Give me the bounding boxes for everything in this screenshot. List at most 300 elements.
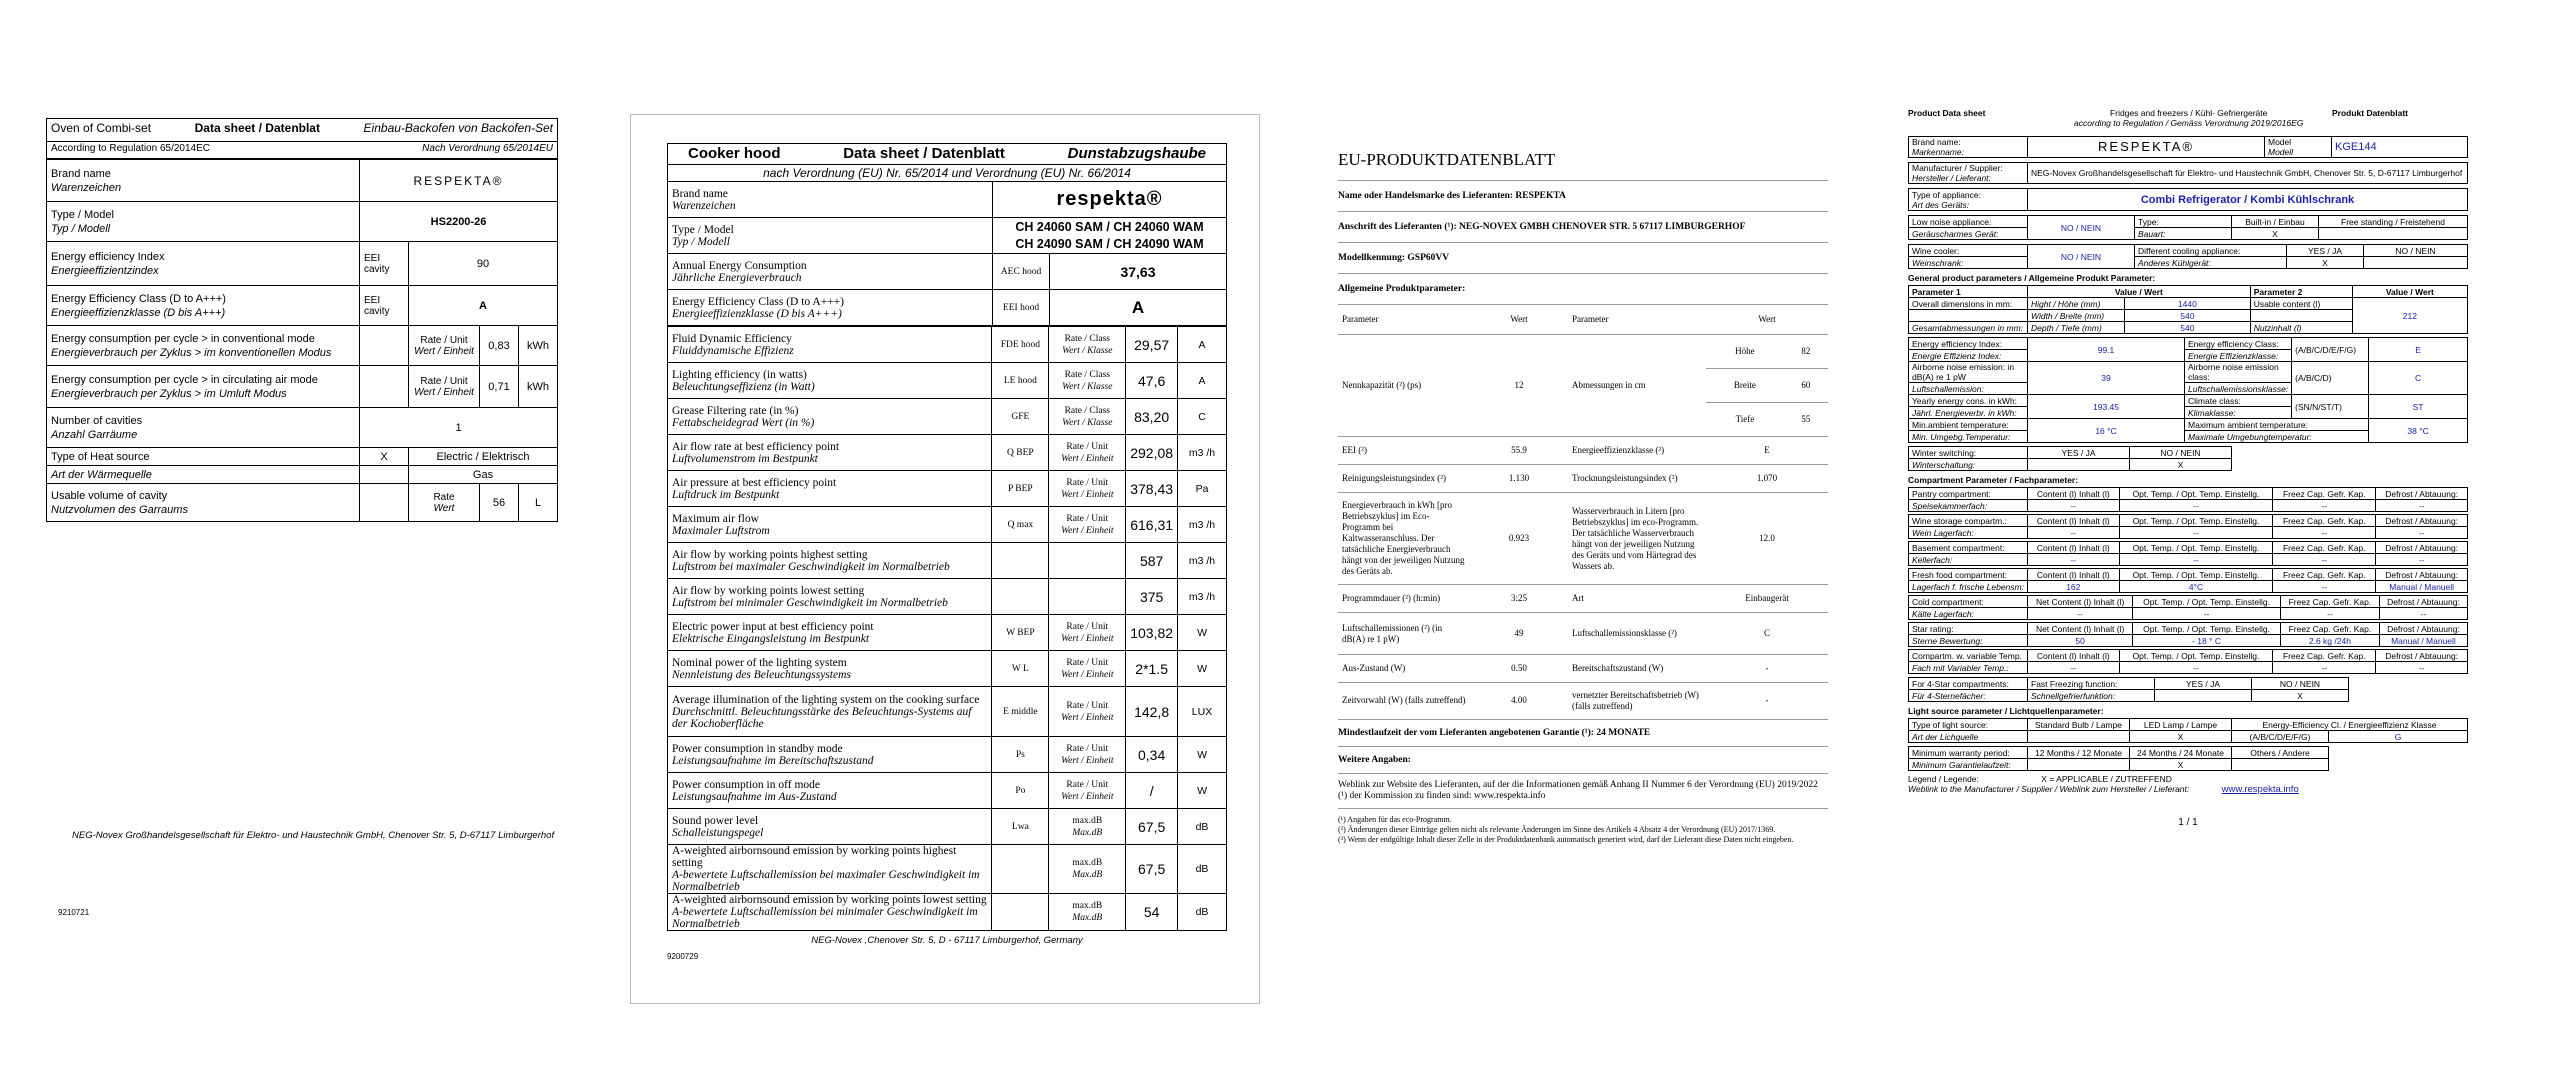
value-cell: 37,63 [1050, 254, 1227, 290]
dim-value: 540 [2125, 310, 2251, 322]
row-label-en: Lighting efficiency (in watts) [672, 368, 807, 381]
value-cell: 587 [1126, 543, 1178, 579]
compartment-col-header: Content (l) Inhalt (l) [2028, 515, 2120, 527]
yes-option: YES / JA [2155, 678, 2252, 690]
row-label-en: Nominal power of the lighting system [672, 656, 847, 669]
unit-cell: m3 /h [1178, 435, 1227, 471]
rate-label: Rate / Unit [1066, 743, 1109, 754]
compartment-col-header: Opt. Temp. / Opt. Temp. Einstellg. [2133, 623, 2281, 635]
value-cell: 0,34 [1126, 737, 1178, 773]
table-row [1909, 554, 2468, 566]
table-row [668, 399, 1227, 435]
rate-label: Rate / Unit [1066, 513, 1109, 524]
oven-title-right: Einbau-Backofen von Backofen-Set [363, 121, 553, 135]
row-label-de: Maximaler Luftstrom [672, 524, 770, 537]
col-header: Parameter [1568, 305, 1706, 335]
symbol-cell: W BEP [992, 615, 1049, 651]
unit-cell: dB [1178, 845, 1227, 894]
row-label-en: Usable volume of cavity [51, 489, 168, 502]
value-cell: 616,31 [1126, 507, 1178, 543]
warranty-option: 12 Months / 12 Monate [2028, 747, 2130, 759]
row-label-de: Anderes Kühlgerät: [2135, 257, 2287, 269]
row-label-de: Minimum Garantielaufzeit: [1909, 759, 2028, 771]
symbol-cell: FDE hood [992, 327, 1049, 363]
rate-label: Rate / Unit [1066, 657, 1109, 668]
row-label-en: Pantry compartment: [1909, 488, 2028, 500]
heat-mark: X [360, 448, 409, 466]
no-option: NO / NEIN [2130, 447, 2232, 459]
fridge-4star [1908, 677, 2468, 702]
table-row [1909, 459, 2468, 471]
rate-label: Rate / Unit [1066, 477, 1109, 488]
rate-label-de: Wert / Einheit [1061, 791, 1114, 802]
footnote: (²) Änderungen dieser Einträge gelten nicht als relevante Änderungen im Sinne des Artikels 4 Absatz 4 der Verordnung (EU) 2017/1369. [1338, 824, 1776, 834]
rate-label-de: Wert / Einheit [1061, 453, 1114, 464]
compartment-table [1908, 622, 2468, 647]
compartment-table [1908, 541, 2468, 566]
table-row [1338, 305, 1828, 335]
row-label-de: Winterschaltung: [1909, 459, 2028, 471]
row-label-en: Compartm. w. variable Temp. [1909, 650, 2028, 662]
row-label-en: Air flow by working points lowest setting [672, 584, 865, 597]
page-number: 1 / 1 [2178, 817, 2198, 828]
rate-label: Rate / Unit [1066, 779, 1109, 790]
no-option: NO / NEIN [2364, 245, 2468, 257]
param-value: 16 °C [2028, 419, 2185, 443]
row-label-en: Wine storage compartm.: [1909, 515, 2028, 527]
rate-label: Rate / Unit [1066, 441, 1109, 452]
row-label-en: Electric power input at best efficiency point [672, 620, 874, 633]
dims-label: Abmessungen in cm [1568, 335, 1706, 437]
table-row [1909, 650, 2468, 662]
compartment-col-header: Defrost / Abtauung: [2379, 596, 2467, 608]
light-class-label: Energy-Efficiency Cl. / Energieeffizienz Klasse [2232, 719, 2468, 731]
row-label-en: Min.ambient temperature: [1909, 419, 2028, 431]
param-value: 1.070 [1706, 465, 1828, 493]
row-label-de: Beleuchtungseffizienz (in Watt) [672, 380, 815, 393]
fridge-general-table [1908, 285, 2468, 334]
footnote: (³) Wenn der endgültige Inhalt dieser Zelle in der Produktdatenbank automatisch generiert wird, darf der Lieferant diese Daten nicht eingeben. [1338, 834, 1794, 844]
table-row [1909, 581, 2468, 593]
rate-label: max.dB [1072, 901, 1103, 911]
general-heading: General product parameters / Allgemeine Produkt Parameter: [1908, 273, 2156, 283]
table-row [47, 242, 558, 286]
table-row [668, 435, 1227, 471]
compartment-col-header: Content (l) Inhalt (l) [2028, 488, 2120, 500]
symbol-cell: Q max [992, 507, 1049, 543]
unit-cell: W [1178, 773, 1227, 809]
compartment-value: -- [2028, 527, 2120, 539]
brand-logo: RESPEKTA® [360, 160, 558, 202]
compartment-value: -- [2376, 662, 2468, 674]
row-label-en: Type of light source: [1909, 719, 2028, 731]
row-label-de: Luftschallemission: [1909, 383, 2028, 395]
row-label-de: Warenzeichen [672, 199, 736, 212]
table-row [1338, 585, 1828, 613]
compartment-col-header: Net Content (l) Inhalt (l) [2028, 596, 2133, 608]
dim-key: Depth / Tiefe (mm) [2028, 322, 2125, 334]
compartment-col-header: Opt. Temp. / Opt. Temp. Einstellg. [2119, 650, 2273, 662]
unit-cell: Pa [1178, 471, 1227, 507]
compartment-value: -- [2376, 527, 2468, 539]
param-value: 99.1 [2028, 338, 2185, 362]
yes-option: YES / JA [2028, 447, 2130, 459]
row-label-de: Luftschallemissionsklasse: [2185, 383, 2292, 395]
col-header: Parameter 2 [2250, 286, 2352, 298]
symbol-cell: AEC hood [993, 254, 1050, 290]
compartment-value: -- [2028, 608, 2133, 620]
param-label: Energieverbrauch in kWh [pro Betriebszyklus] im Eco-Programm bei Kaltwasseranschluss. Der tatsächliche Energieverbrauch hängt von der jeweiligen Nutzung des Geräts ab. [1338, 493, 1470, 585]
row-label-en: Sound power level [672, 814, 759, 827]
compartment-value: -- [2379, 608, 2467, 620]
row-label-en: For 4-Star compartments: [1909, 678, 2028, 690]
row-label-de: Energieverbrauch per Zyklus > im Umluft Modus [51, 387, 287, 400]
col-header: Wert [1706, 305, 1828, 335]
row-label-de: Durchschnittl. Beleuchtungsstärke des Beleuchtungs-Systems auf der Kochoberfläche [672, 705, 972, 730]
unit-cell: W [1178, 615, 1227, 651]
dim-value: 540 [2125, 322, 2251, 334]
unit-cell: kWh [519, 366, 558, 408]
rate-label: max.dB [1072, 815, 1103, 826]
table-row [1909, 338, 2468, 350]
compartment-value: -- [2119, 662, 2273, 674]
row-label-en: Type / Model [51, 208, 114, 221]
unit-cell: A [1178, 327, 1227, 363]
param-value: 55.9 [1470, 437, 1568, 465]
table-row [1909, 747, 2468, 759]
table-row [1909, 286, 2468, 298]
weblink-label: Weblink to the Manufacturer / Supplier / Weblink zum Hersteller / Lieferant: [1908, 784, 2190, 794]
row-label-en: Airborne noise emission: in dB(A) re 1 pW [1909, 362, 2028, 383]
table-row [668, 809, 1227, 845]
value-cell: 56 [480, 484, 519, 522]
table-row [668, 327, 1227, 363]
fridge-pairs-table [1908, 337, 2468, 443]
hood-title-left: Cooker hood [688, 145, 781, 162]
row-label-de: Schnellgefrierfunktion: [2028, 690, 2155, 702]
compartment-col-header: Content (l) Inhalt (l) [2028, 542, 2120, 554]
table-row [1909, 527, 2468, 539]
legend [1908, 774, 2468, 784]
capacity-value: 12 [1470, 335, 1568, 437]
param-value: - [1706, 683, 1828, 719]
table-row [1909, 719, 2468, 731]
value-cell: 0,83 [480, 326, 519, 366]
no-mark: X [2130, 459, 2232, 471]
hood-title-right: Dunstabzugshaube [1067, 145, 1206, 162]
row-label-en: Average illumination of the lighting system on the cooking surface [672, 693, 980, 706]
row-label-de: Art des Geräts: [1912, 199, 1970, 210]
col-header: Parameter 1 [1909, 286, 2028, 298]
symbol-cell [992, 894, 1049, 931]
compartment-value: -- [2376, 500, 2468, 512]
symbol-cell: GFE [992, 399, 1049, 435]
hood-datasheet [630, 114, 1260, 1004]
compartment-col-header: Defrost / Abtauung: [2379, 623, 2467, 635]
table-row [1909, 635, 2468, 647]
warranty-option: Others / Andere [2232, 747, 2329, 759]
row-label-en: Energy Efficiency Class (D to A+++) [51, 292, 226, 305]
hood-regulation: nach Verordnung (EU) Nr. 65/2014 und Verordnung (EU) Nr. 66/2014 [667, 164, 1227, 181]
unit-cell: dB [1178, 894, 1227, 931]
rate-label-de: Wert / Einheit [1061, 712, 1114, 723]
compartment-value: -- [2273, 581, 2376, 593]
unit-cell: LUX [1178, 687, 1227, 737]
row-label-de: Energie Effizienz Index: [1909, 350, 2028, 362]
compartment-col-header: Opt. Temp. / Opt. Temp. Einstellg. [2133, 596, 2281, 608]
row-label-de: Typ / Modell [672, 235, 730, 248]
hood-footer: NEG-Novex ,Chenover Str. 5, D - 67117 Limburgerhof, Germany [811, 935, 1083, 946]
table-row [1909, 759, 2468, 771]
compartment-col-header: Freez Cap. Gefr. Kap. [2273, 488, 2376, 500]
compartment-col-header: Freez Cap. Gefr. Kap. [2273, 650, 2376, 662]
rate-label-de: Max.dB [1072, 913, 1103, 923]
row-label-en: Maximum ambient temperature: [2185, 419, 2369, 431]
value-cell: 378,43 [1126, 471, 1178, 507]
col-header: Parameter [1338, 305, 1470, 335]
compartment-value: -- [2280, 608, 2379, 620]
row-label-en: Power consumption in off mode [672, 778, 820, 791]
param-label: Aus-Zustand (W) [1338, 655, 1470, 683]
row-label-de: Bauart: [2135, 228, 2232, 240]
table-row [1909, 257, 2468, 269]
unit-cell: W [1178, 651, 1227, 687]
row-label-de: Typ / Modell [51, 222, 111, 235]
row-label-de: Hersteller / Lieferant: [1912, 173, 1991, 183]
row-label-de: Für 4-Sternefächer: [1909, 690, 2028, 702]
row-label-en: Type of Heat source [47, 448, 360, 466]
param-label: vernetzter Bereitschaftsbetrieb (W) (falls zutreffend) [1568, 683, 1706, 719]
model-value: HS2200-26 [360, 202, 558, 242]
lownoise-value: NO / NEIN [2028, 216, 2135, 240]
symbol-cell [992, 579, 1049, 615]
unit-cell: m3 /h [1178, 507, 1227, 543]
symbol-cell: Lwa [992, 809, 1049, 845]
value-cell: 103,82 [1126, 615, 1178, 651]
hood-rows-table [667, 326, 1227, 931]
compartment-value: 50 [2028, 635, 2133, 647]
table-row [1909, 662, 2468, 674]
row-label-en: Airborne noise emission class: [2185, 362, 2292, 383]
table-row [1338, 493, 1828, 585]
row-label-de: Art der Wärmequelle [47, 466, 360, 484]
compartment-col-header: Defrost / Abtauung: [2376, 542, 2468, 554]
rate-label: Rate / Class [1064, 369, 1110, 380]
compartment-value: -- [2119, 527, 2273, 539]
fridge-manufacturer [1908, 162, 2468, 184]
row-label-en: Air flow rate at best efficiency point [672, 440, 840, 453]
table-row [1909, 137, 2468, 158]
param-value: 38 °C [2369, 419, 2468, 443]
row-label-de: A-bewertete Luftschallemission bei maximaler Geschwindigkeit im Normalbetrieb [672, 869, 980, 893]
rate-label-de: Wert / Klasse [1062, 381, 1113, 392]
oven-title-mid: Data sheet / Datenblat [194, 121, 320, 135]
further-heading: Weitere Angaben: [1338, 746, 1828, 773]
light-mark: X [2130, 731, 2232, 743]
capacity-label: Nennkapazität (²) (ps) [1338, 335, 1470, 437]
row-label-de: Nennleistung des Beleuchtungssystems [672, 668, 851, 681]
footnote: (¹) Angaben für das eco-Programm. [1338, 814, 1452, 824]
table-row [1909, 678, 2468, 690]
row-label-en: A-weighted airbornsound emission by working points lowest setting [672, 894, 987, 906]
value-cell: 67,5 [1126, 809, 1178, 845]
scale-label: (SN/N/ST/T) [2292, 395, 2369, 419]
eu-param-table [1338, 304, 1828, 719]
hood-title-mid: Data sheet / Datenblatt [843, 145, 1005, 162]
row-label-de: Leistungsaufnahme im Bereitschaftszustand [672, 754, 874, 767]
table-row [668, 363, 1227, 399]
value-cell: 2*1.5 [1126, 651, 1178, 687]
table-row [668, 615, 1227, 651]
legend-value: X = APPLICABLE / ZUTREFFEND [2041, 774, 2172, 784]
param-label: Art [1568, 585, 1706, 613]
compartment-value: -- [2119, 554, 2273, 566]
value-cell: 54 [1126, 894, 1178, 931]
symbol-cell [992, 845, 1049, 894]
oven-header [46, 118, 558, 141]
row-label-en: Brand name [672, 187, 728, 200]
no-mark: X [2252, 690, 2349, 702]
compartment-col-header: Freez Cap. Gefr. Kap. [2273, 542, 2376, 554]
symbol-cell: W L [992, 651, 1049, 687]
table-row [1909, 395, 2468, 407]
row-label-en: Number of cavities [51, 414, 143, 427]
guarantee-line: Mindestlaufzeit der vom Lieferanten angebotenen Garantie (¹): 24 MONATE [1338, 719, 1828, 746]
table-row [668, 254, 1227, 290]
rate-label-de: Wert / Einheit [1061, 755, 1114, 766]
row-label-de: Geräuscharmes Gerät: [1909, 228, 2028, 240]
model-value: KGE144 [2332, 137, 2468, 158]
row-label-de: Anzahl Garräume [51, 428, 138, 441]
oven-code: 9210721 [58, 908, 90, 917]
row-label-en: Energy efficiency Index [51, 250, 165, 263]
symbol-cell: EEI hood [993, 290, 1050, 326]
row-label-en: Air flow by working points highest setting [672, 548, 868, 561]
row-label-en: A-weighted airbornsound emission by working points highest setting [672, 845, 957, 869]
compartment-value: -- [2119, 500, 2273, 512]
table-row [1338, 437, 1828, 465]
compartment-value: -- [2273, 662, 2376, 674]
symbol-cell: P BEP [992, 471, 1049, 507]
compartment-value: 162 [2028, 581, 2120, 593]
table-row [47, 326, 558, 366]
compartment-value: -- [2028, 500, 2120, 512]
unit-cell: W [1178, 737, 1227, 773]
row-label-de: Speisekammerfach: [1909, 500, 2028, 512]
row-label-de: Luftvolumenstrom im Bestpunkt [672, 452, 818, 465]
row-label-en: Low noise appliance: [1909, 216, 2028, 228]
manufacturer-value: NEG-Novex Großhandelsgesellschaft für Elektro- und Haustechnik GmbH, Chenover Str. 5, D-67117 Limburgerhof [2028, 163, 2468, 184]
rate-label: Rate / Unit [420, 334, 468, 346]
row-label-de: Fluiddynamische Effizienz [672, 344, 794, 357]
hood-code: 9200729 [667, 952, 699, 961]
param-label: Energieeffizienzklasse (²) [1568, 437, 1706, 465]
oven-reg-right: Nach Verordnung 65/2014EU [422, 143, 553, 154]
col-header: Wert [1470, 305, 1568, 335]
compartments-heading: Compartment Parameter / Fachparameter: [1908, 475, 2079, 485]
rate-label: Rate / Class [1064, 405, 1110, 416]
row-label-de: Warenzeichen [51, 181, 122, 194]
row-label-de: A-bewertete Luftschallemission bei minimaler Geschwindigkeit im Normalbetrieb [672, 906, 978, 930]
row-label-de: Nutzvolumen des Garraums [51, 503, 188, 516]
table-row [668, 737, 1227, 773]
row-label-de: Energieeffizienzklasse (D bis A+++) [51, 306, 226, 319]
dim-key: Höhe [1706, 335, 1784, 369]
compartment-col-header: Opt. Temp. / Opt. Temp. Einstellg. [2119, 569, 2273, 581]
row-label-en: Energy Efficiency Class (D to A+++) [672, 295, 845, 308]
model-value-1: CH 24060 SAM / CH 24060 WAM [1015, 219, 1204, 234]
warranty-option: 24 Months / 24 Monate [2130, 747, 2232, 759]
weblink-url[interactable]: www.respekta.info [2221, 784, 2299, 795]
param-label: Wasserverbrauch in Litern [pro Betriebszyklus] im eco-Programm. Der tatsächliche Wasserverbrauch hängt von der jeweiligen Nutzung des Geräts und vom Härtegrad des Wassers ab. [1568, 493, 1706, 585]
supplier-line: Name oder Handelsmarke des Lieferanten: RESPEKTA [1338, 180, 1828, 211]
row-label-en: Energy consumption per cycle > in conventional mode [51, 332, 315, 345]
row-label-en: Type / Model [672, 223, 734, 236]
rate-label: Rate / Unit [1066, 621, 1109, 632]
table-row [1909, 447, 2468, 459]
yes-option: YES / JA [2287, 245, 2364, 257]
heat-electric: Electric / Elektrisch [409, 448, 558, 466]
rate-label: Rate / Unit [1066, 700, 1109, 711]
compartment-value: 4°C [2119, 581, 2273, 593]
symbol-cell: Po [992, 773, 1049, 809]
param-value: 193.45 [2028, 395, 2185, 419]
row-label-de: Nutzinhalt (l) [2250, 322, 2352, 334]
table-row [1909, 216, 2468, 228]
rate-label-de: Wert / Einheit [1061, 525, 1114, 536]
hood-table [667, 181, 1227, 326]
row-label-de: Energieeffizientzindex [51, 264, 159, 277]
row-label-de: Schalleistungspegel [672, 826, 764, 839]
rate-label: max.dB [1072, 858, 1103, 868]
row-label-en: Winter switching: [1909, 447, 2028, 459]
value-cell: 292,08 [1126, 435, 1178, 471]
unit-cell: L [519, 484, 558, 522]
scale-label: (A/B/C/D/E/F/G) [2292, 338, 2369, 362]
param-label: Bereitschaftszustand (W) [1568, 655, 1706, 683]
table-row [1909, 298, 2468, 310]
rate-label-de: Wert / Einheit [1061, 669, 1114, 680]
unit-cell: m3 /h [1178, 543, 1227, 579]
oven-footer: NEG-Novex Großhandelsgesellschaft für Elektro- und Haustechnik GmbH, Chenover Str. 5, D-67117 Limburgerhof [72, 830, 555, 841]
model-value-2: CH 24090 SAM / CH 24090 WAM [1015, 236, 1204, 251]
fridge-top-table [1908, 136, 2468, 158]
row-label-de: Wein Lagerfach: [1909, 527, 2028, 539]
compartment-col-header: Content (l) Inhalt (l) [2028, 569, 2120, 581]
fridge-lownoise [1908, 215, 2468, 240]
row-label-de: Min. Umgebg.Temperatur: [1909, 431, 2028, 443]
compartment-value: -- [2028, 662, 2120, 674]
row-label-en: Energy efficiency Index: [1909, 338, 2028, 350]
general-heading: Allgemeine Produktparameter: [1338, 273, 1828, 304]
unit-cell: A [1178, 363, 1227, 399]
row-label-de: Modell [2268, 147, 2294, 157]
value-cell: 47,6 [1126, 363, 1178, 399]
table-row [668, 290, 1227, 326]
fridge-header [1908, 108, 2468, 134]
fridge-title-sub: according to Regulation / Gemäss Verordnung 2019/2016EG [2074, 118, 2304, 128]
rate-label-de: Wert [433, 502, 455, 514]
col-header: Value / Wert [2352, 286, 2467, 298]
row-label-en: Usable content (l) [2250, 298, 2352, 310]
table-row [47, 466, 558, 484]
row-label-de: Kellerfach: [1909, 554, 2028, 566]
compartment-col-header: Defrost / Abtauung: [2376, 515, 2468, 527]
table-row [668, 182, 1227, 218]
row-label-de: Lagerfach f. frische Lebensm: [1909, 581, 2028, 593]
fridge-winter [1908, 446, 2468, 471]
row-label-en: Type of appliance: [1912, 189, 1981, 200]
